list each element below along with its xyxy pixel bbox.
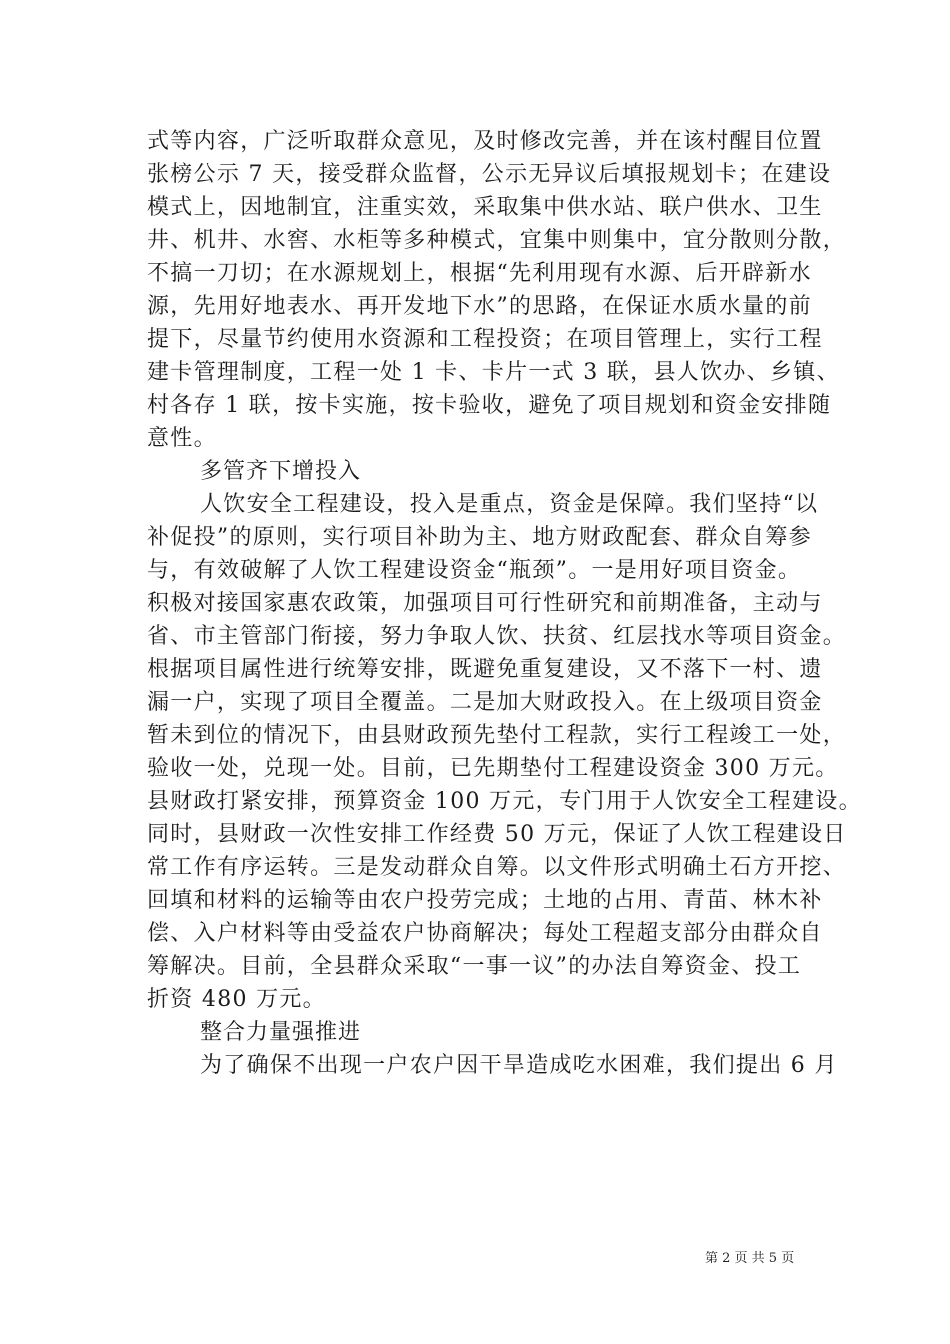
body-text-line: 不搞一刀切；在水源规划上，根据“先利用现有水源、后开辟新水 <box>147 261 812 286</box>
body-text-line: 张榜公示 7 天，接受群众监督，公示无异议后填报规划卡；在建设 <box>147 162 832 187</box>
section-heading: 多管齐下增投入 <box>200 459 362 484</box>
body-text-line: 省、市主管部门衔接，努力争取人饮、扶贫、红层找水等项目资金。 <box>147 624 847 649</box>
body-text-line: 暂未到位的情况下，由县财政预先垫付工程款，实行工程竣工一处， <box>147 723 847 748</box>
body-text-line: 回填和材料的运输等由农户投劳完成；土地的占用、青苗、林木补 <box>147 888 823 913</box>
body-text-line: 补促投”的原则，实行项目补助为主、地方财政配套、群众自筹参 <box>147 525 812 550</box>
body-text-line: 模式上，因地制宜，注重实效，采取集中供水站、联户供水、卫生 <box>147 195 823 220</box>
body-text-line: 漏一户，实现了项目全覆盖。二是加大财政投入。在上级项目资金 <box>147 690 823 715</box>
body-text-line: 与，有效破解了人饮工程建设资金“瓶颈”。一是用好项目资金。 <box>147 558 802 583</box>
body-text-line: 偿、入户材料等由受益农户协商解决；每处工程超支部分由群众自 <box>147 921 823 946</box>
body-text-line: 常工作有序运转。三是发动群众自筹。以文件形式明确土石方开挖、 <box>147 855 847 880</box>
body-text-line: 积极对接国家惠农政策，加强项目可行性研究和前期准备，主动与 <box>147 591 823 616</box>
body-text-line: 验收一处，兑现一处。目前，已先期垫付工程建设资金 300 万元。 <box>147 756 839 781</box>
paragraph-first-line: 人饮安全工程建设，投入是重点，资金是保障。我们坚持“以 <box>200 492 819 517</box>
body-text-line: 根据项目属性进行统筹安排，既避免重复建设，又不落下一村、遗 <box>147 657 823 682</box>
body-text-line: 建卡管理制度，工程一处 1 卡、卡片一式 3 联，县人饮办、乡镇、 <box>147 360 840 385</box>
body-text-line: 井、机井、水窖、水柜等多种模式，宜集中则集中，宜分散则分散， <box>147 228 847 253</box>
body-text-line: 提下，尽量节约使用水资源和工程投资；在项目管理上，实行工程 <box>147 327 823 352</box>
body-text-line: 同时，县财政一次性安排工作经费 50 万元，保证了人饮工程建设日 <box>147 822 847 847</box>
body-text-line: 筹解决。目前，全县群众采取“一事一议”的办法自筹资金、投工 <box>147 954 802 979</box>
body-text-line: 县财政打紧安排，预算资金 100 万元，专门用于人饮安全工程建设。 <box>147 789 862 814</box>
body-text-line: 意性。 <box>147 426 217 451</box>
body-text-line: 式等内容，广泛听取群众意见，及时修改完善，并在该村醒目位置 <box>147 129 823 154</box>
body-text-line: 折资 480 万元。 <box>147 987 326 1012</box>
paragraph-first-line: 为了确保不出现一户农户因干旱造成吃水困难，我们提出 6 月 <box>200 1053 838 1078</box>
body-text-line: 村各存 1 联，按卡实施，按卡验收，避免了项目规划和资金安排随 <box>147 393 832 418</box>
body-text-line: 源，先用好地表水、再开发地下水”的思路，在保证水质水量的前 <box>147 294 812 319</box>
page-number-footer: 第 2 页 共 5 页 <box>705 1251 795 1266</box>
section-heading: 整合力量强推进 <box>200 1020 362 1045</box>
